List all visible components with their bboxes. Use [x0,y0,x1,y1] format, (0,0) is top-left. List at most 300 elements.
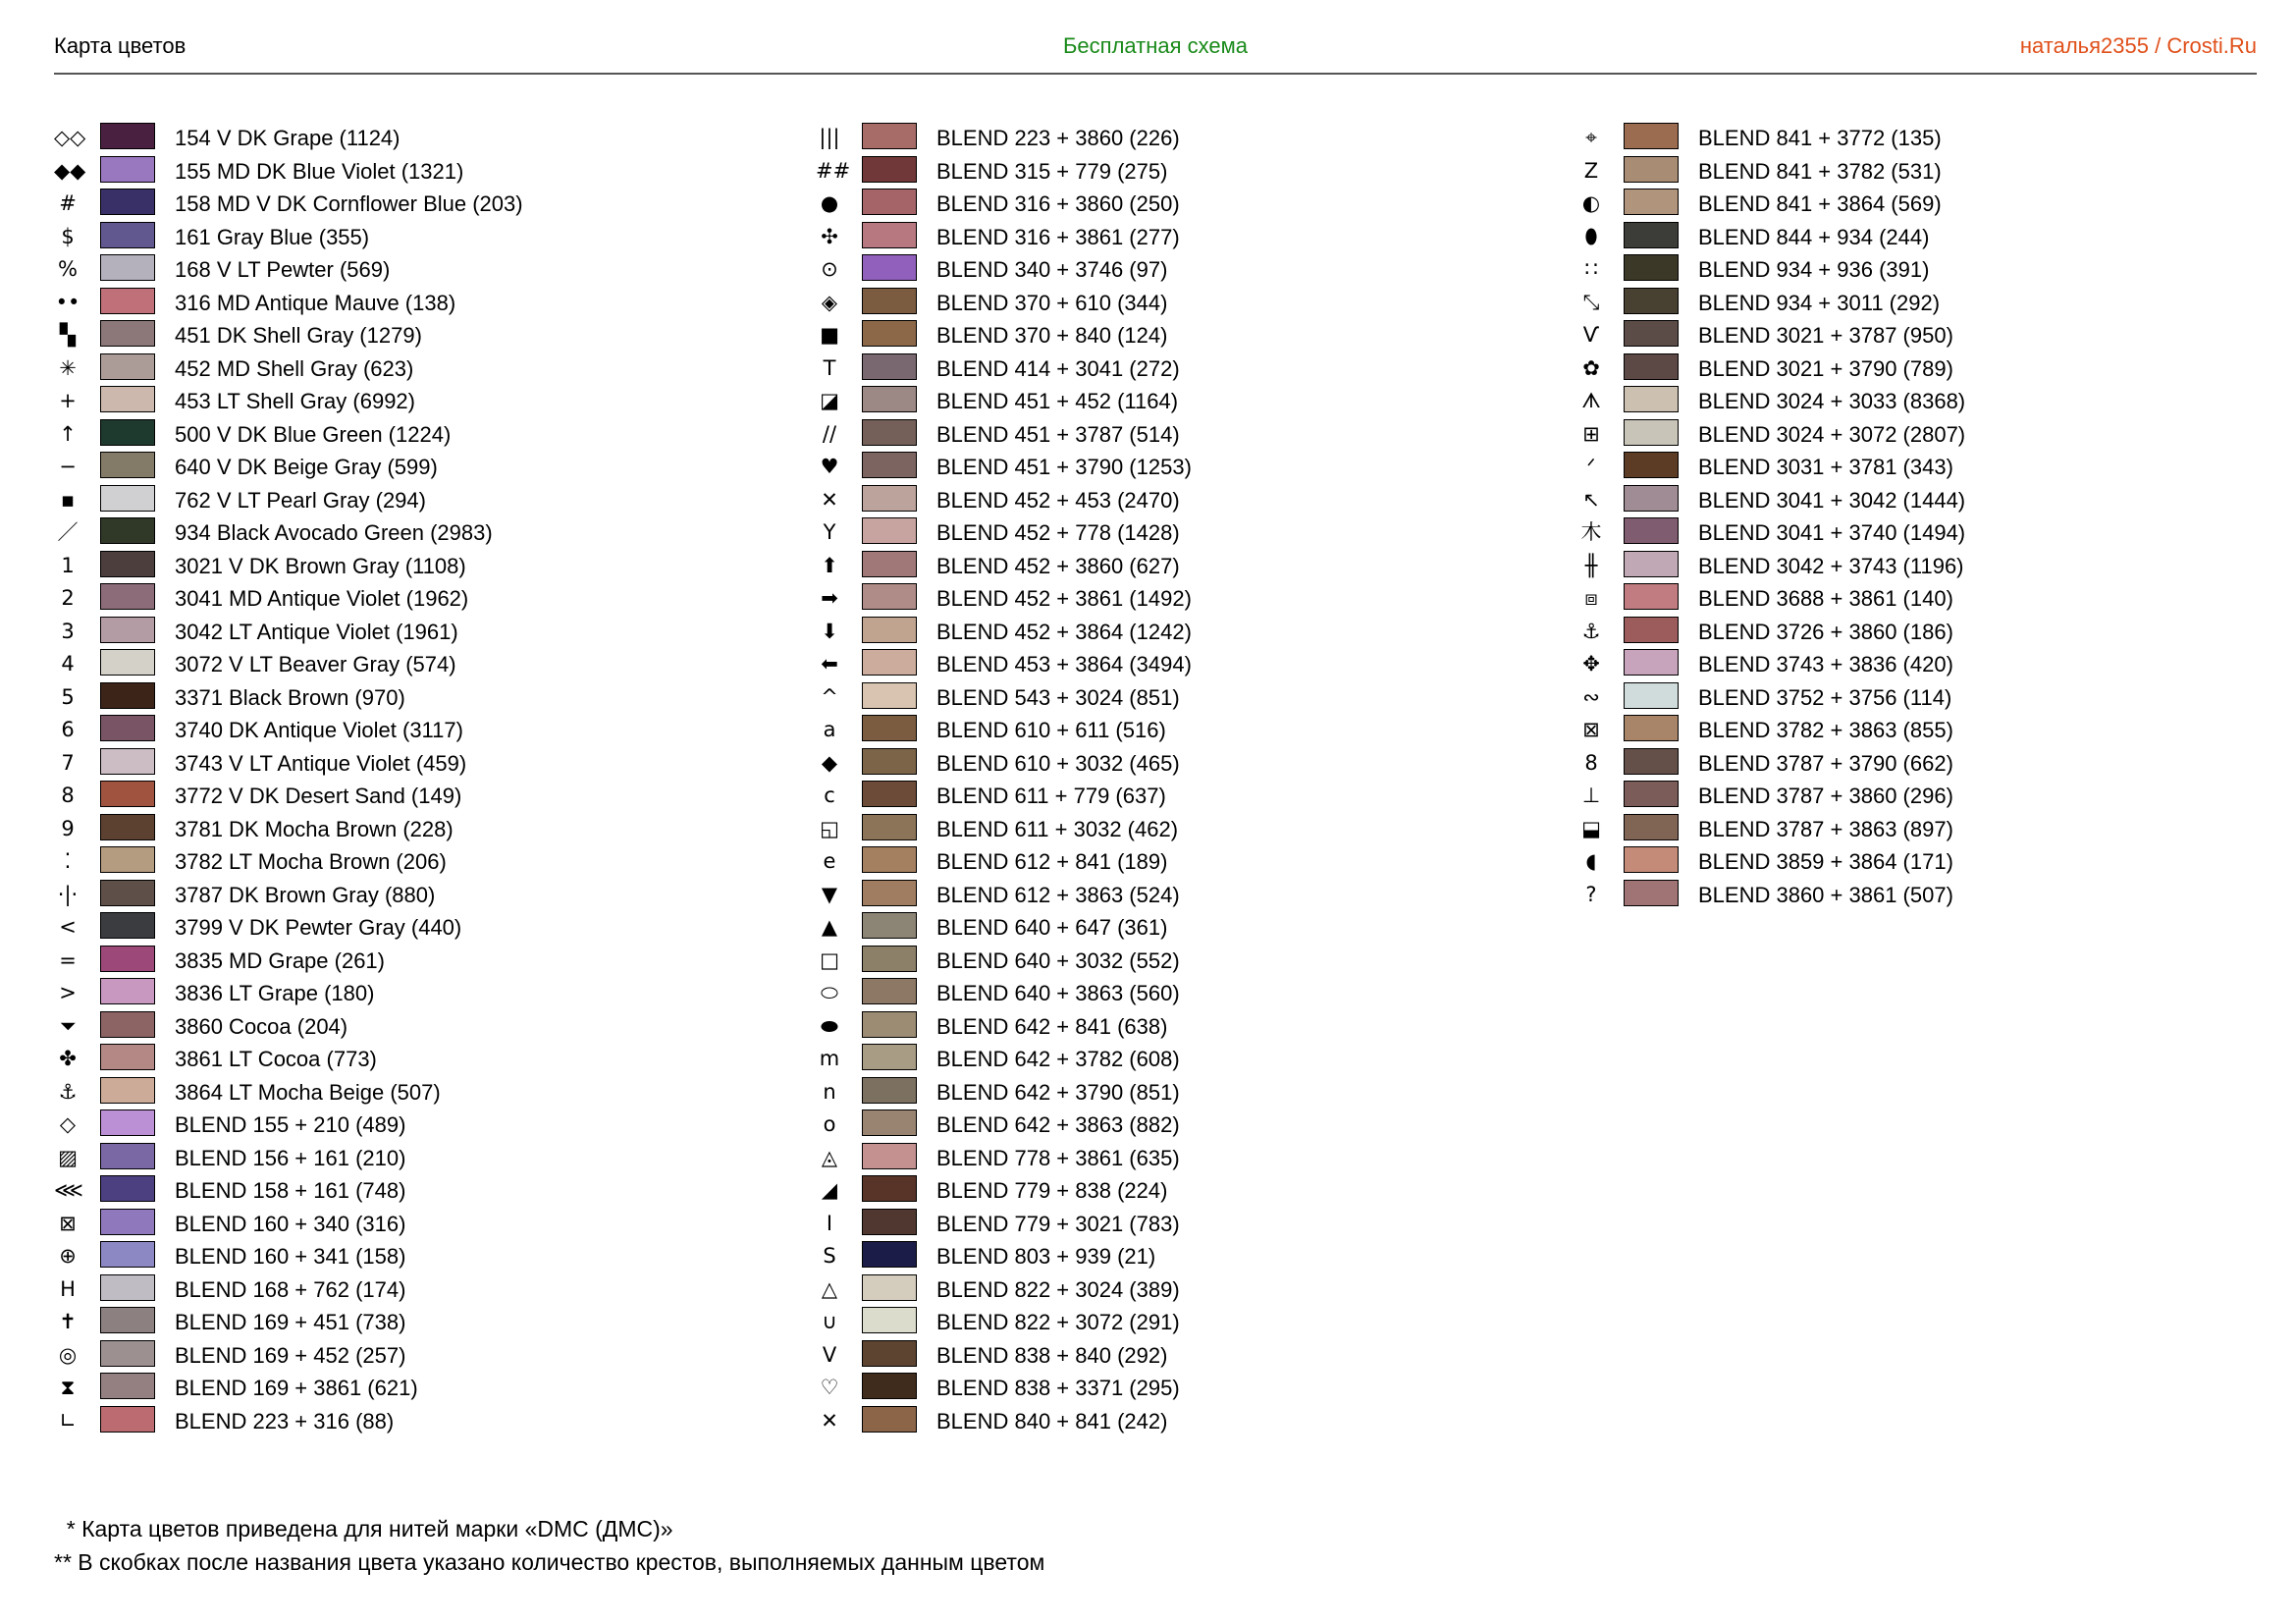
color-label: BLEND 316 + 3860 (250) [936,191,1180,216]
stitch-symbol-icon: Z [1583,158,1599,183]
stitch-symbol-icon: ◢ [821,1178,838,1202]
stitch-symbol-icon: 1 [61,553,75,577]
color-label: BLEND 155 + 210 (489) [175,1112,406,1137]
color-swatch [100,517,155,544]
stitch-symbol-icon: 7 [61,750,75,775]
stitch-symbol-icon: % [58,257,78,281]
stitch-symbol-icon: ⬭ [821,981,838,1004]
color-swatch [862,288,917,314]
color-label: BLEND 612 + 841 (189) [936,849,1168,874]
color-swatch [100,288,155,314]
stitch-symbol-icon: Y [823,520,836,544]
color-label: 3799 V DK Pewter Gray (440) [175,915,462,940]
stitch-symbol-icon: ● [820,191,839,215]
color-label: BLEND 453 + 3864 (3494) [936,652,1192,676]
color-label: BLEND 934 + 3011 (292) [1698,290,1941,315]
color-label: 154 V DK Grape (1124) [175,126,400,150]
color-label: BLEND 822 + 3072 (291) [936,1310,1180,1334]
color-swatch [1624,846,1679,873]
color-swatch [862,1109,917,1136]
stitch-symbol-icon: m [819,1047,840,1070]
color-label: BLEND 3743 + 3836 (420) [1698,652,1953,676]
stitch-symbol-icon: ⬬ [821,1013,838,1038]
stitch-symbol-icon: T [823,355,836,380]
color-swatch [1624,617,1679,643]
color-swatch [862,123,917,149]
color-swatch [1624,880,1679,906]
color-swatch [862,386,917,412]
color-swatch [1624,353,1679,380]
stitch-symbol-icon: 6 [61,718,75,741]
color-label: BLEND 370 + 610 (344) [936,290,1168,315]
stitch-symbol-icon: □ [820,947,839,972]
stitch-symbol-icon: 2 [61,586,75,610]
stitch-symbol-icon: ♡ [820,1376,839,1399]
color-label: BLEND 3752 + 3756 (114) [1698,684,1952,710]
stitch-symbol-icon: ◱ [820,816,839,840]
color-swatch [862,617,917,643]
stitch-symbol-icon: ↑ [59,421,77,446]
color-swatch [862,254,917,281]
color-swatch [862,222,917,248]
stitch-symbol-icon: ✣ [821,224,838,248]
stitch-symbol-icon: ∪ [822,1310,837,1333]
color-label: BLEND 640 + 3032 (552) [936,947,1180,973]
stitch-symbol-icon: ⁚ [64,849,72,873]
color-swatch [1624,254,1679,281]
color-swatch [1624,485,1679,512]
color-swatch [862,189,917,215]
stitch-symbol-icon: V [822,1342,837,1367]
color-label: BLEND 543 + 3024 (851) [936,684,1180,710]
color-swatch [100,485,155,512]
color-label: BLEND 3782 + 3863 (855) [1698,718,1953,742]
color-label: BLEND 640 + 647 (361) [936,915,1168,940]
color-swatch [862,1340,917,1367]
color-swatch [1624,156,1679,183]
stitch-symbol-icon: c [824,784,835,807]
color-swatch [1624,123,1679,149]
color-swatch [100,682,155,709]
color-label: 453 LT Shell Gray (6992) [175,389,415,413]
stitch-symbol-icon: n [823,1079,836,1104]
color-swatch [862,781,917,807]
color-label: 451 DK Shell Gray (1279) [175,323,422,348]
color-label: BLEND 642 + 3790 (851) [936,1079,1180,1105]
color-label: BLEND 640 + 3863 (560) [936,981,1180,1005]
color-label: BLEND 838 + 840 (292) [936,1342,1168,1368]
stitch-symbol-icon: // [822,421,837,446]
color-label: BLEND 3041 + 3740 (1494) [1698,520,1966,545]
stitch-symbol-icon: ⏷ [59,1013,77,1038]
color-swatch [100,1143,155,1169]
stitch-symbol-icon: ◬ [821,1145,838,1169]
color-label: BLEND 610 + 611 (516) [936,718,1166,742]
stitch-symbol-icon: 木 [1580,520,1602,544]
stitch-symbol-icon: ⊞ [1582,421,1600,446]
color-swatch [1624,781,1679,807]
color-label: 762 V LT Pearl Gray (294) [175,487,426,513]
color-swatch [100,1274,155,1301]
color-label: 3041 MD Antique Violet (1962) [175,586,469,611]
color-swatch [100,649,155,676]
color-label: BLEND 160 + 340 (316) [175,1211,406,1236]
stitch-symbol-icon: ⊥ [1581,784,1601,807]
color-swatch [100,814,155,840]
color-swatch [100,846,155,873]
color-label: BLEND 3041 + 3042 (1444) [1698,487,1966,513]
color-label: 640 V DK Beige Gray (599) [175,455,438,479]
stitch-symbol-icon: ◪ [820,389,839,412]
color-swatch [100,617,155,643]
stitch-symbol-icon: ✝ [59,1310,77,1333]
color-swatch [100,1011,155,1038]
stitch-symbol-icon: ▼ [821,882,838,906]
stitch-symbol-icon: H [60,1276,76,1301]
stitch-symbol-icon: ◈ [821,290,838,314]
color-label: BLEND 452 + 3864 (1242) [936,619,1192,644]
color-swatch [862,1077,917,1104]
color-label: BLEND 822 + 3024 (389) [936,1276,1180,1302]
color-label: BLEND 840 + 841 (242) [936,1408,1168,1434]
color-swatch [1624,814,1679,840]
color-swatch [862,1044,917,1070]
stitch-symbol-icon: ♥ [820,455,839,478]
stitch-symbol-icon: Ѵ [1582,323,1600,347]
color-swatch [100,123,155,149]
color-swatch [1624,748,1679,775]
stitch-symbol-icon: e [823,849,836,873]
stitch-symbol-icon: ᗑ [1581,389,1601,412]
color-swatch [862,682,917,709]
stitch-symbol-icon: S [823,1244,836,1268]
color-label: 3772 V DK Desert Sand (149) [175,784,462,808]
stitch-symbol-icon: ||| [819,126,840,149]
stitch-symbol-icon: ◇◇ [54,126,86,149]
stitch-symbol-icon: ◐ [1581,191,1601,215]
color-label: BLEND 158 + 161 (748) [175,1178,406,1203]
stitch-symbol-icon: ∷ [1584,257,1598,281]
color-label: BLEND 779 + 838 (224) [936,1178,1168,1203]
color-label: BLEND 841 + 3782 (531) [1698,158,1942,184]
color-swatch [100,1307,155,1333]
color-swatch [100,1373,155,1399]
stitch-symbol-icon: ▚ [59,323,77,347]
color-swatch [862,583,917,610]
color-swatch [862,846,917,873]
stitch-symbol-icon: ◖ [1585,849,1597,873]
stitch-symbol-icon: 5 [61,684,75,709]
color-label: BLEND 841 + 3772 (135) [1698,126,1942,150]
color-label: 158 MD V DK Cornflower Blue (203) [175,191,523,216]
color-swatch [862,715,917,741]
color-swatch [862,419,917,446]
stitch-symbol-icon: 9 [61,816,75,840]
color-swatch [100,715,155,741]
color-swatch [100,583,155,610]
color-label: BLEND 223 + 316 (88) [175,1408,395,1434]
stitch-symbol-icon: ·|· [57,882,79,906]
color-label: 3021 V DK Brown Gray (1108) [175,553,466,578]
color-label: 3781 DK Mocha Brown (228) [175,816,454,841]
color-label: 3861 LT Cocoa (773) [175,1047,377,1071]
color-swatch [1624,517,1679,544]
color-swatch [862,1307,917,1333]
color-label: 155 MD DK Blue Violet (1321) [175,158,464,184]
color-label: 3860 Cocoa (204) [175,1013,348,1039]
stitch-symbol-icon: ⬇ [821,619,838,643]
stitch-symbol-icon: ^ [821,684,838,709]
color-label: BLEND 3787 + 3863 (897) [1698,816,1953,841]
color-label: BLEND 160 + 341 (158) [175,1244,406,1269]
color-swatch [100,1406,155,1433]
color-swatch [100,880,155,906]
stitch-symbol-icon: ▪ [60,487,76,512]
page-title: Карта цветов [54,33,187,58]
color-label: BLEND 315 + 779 (275) [936,158,1168,184]
color-swatch [862,1274,917,1301]
footnote-2: ** В скобках после названия цвета указано количество крестов, выполняемых данным цветом [54,1549,1045,1575]
stitch-symbol-icon: ⌖ [1585,126,1597,149]
color-label: 3743 V LT Antique Violet (459) [175,750,467,776]
color-label: BLEND 3024 + 3033 (8368) [1698,389,1966,413]
color-swatch [862,748,917,775]
stitch-symbol-icon: ✳ [59,355,77,380]
stitch-symbol-icon: ⧗ [60,1376,76,1399]
color-label: BLEND 612 + 3863 (524) [936,882,1180,907]
color-swatch [100,1340,155,1367]
stitch-symbol-icon: ⚓ [58,1079,78,1104]
color-label: BLEND 642 + 841 (638) [936,1013,1168,1039]
color-swatch [1624,288,1679,314]
stitch-symbol-icon: ## [816,158,851,183]
color-swatch [862,1241,917,1268]
color-swatch [100,551,155,577]
stitch-symbol-icon: ✤ [59,1047,77,1070]
color-label: BLEND 3031 + 3781 (343) [1698,455,1953,479]
color-label: 3072 V LT Beaver Gray (574) [175,652,456,676]
stitch-symbol-icon: 8 [1584,750,1598,775]
color-swatch [862,1406,917,1433]
color-swatch [100,353,155,380]
stitch-symbol-icon: ▨ [58,1145,78,1169]
stitch-symbol-icon: ↖ [1582,487,1600,512]
color-label: BLEND 642 + 3863 (882) [936,1112,1180,1137]
color-swatch [862,1373,917,1399]
stitch-symbol-icon: ◎ [58,1342,78,1367]
stitch-symbol-icon: ✥ [1582,652,1600,676]
color-label: 3864 LT Mocha Beige (507) [175,1079,441,1105]
color-label: BLEND 168 + 762 (174) [175,1276,406,1302]
color-label: 3787 DK Brown Gray (880) [175,882,436,907]
stitch-symbol-icon: = [59,947,77,972]
color-swatch [100,1241,155,1268]
color-label: BLEND 370 + 840 (124) [936,323,1168,348]
color-swatch [1624,649,1679,676]
stitch-symbol-icon: ╫ [1584,553,1598,577]
color-label: BLEND 3726 + 3860 (186) [1698,619,1953,644]
color-swatch [1624,386,1679,412]
color-label: BLEND 803 + 939 (21) [936,1244,1156,1269]
stitch-symbol-icon: ▲ [821,915,838,939]
color-label: 161 Gray Blue (355) [175,224,370,249]
color-label: 452 MD Shell Gray (623) [175,355,414,381]
stitch-symbol-icon: ◆◆ [54,158,86,183]
header-subtitle: Бесплатная схема [1062,33,1248,58]
stitch-symbol-icon: I [826,1211,833,1235]
color-label: BLEND 3787 + 3790 (662) [1698,750,1953,776]
stitch-symbol-icon: ⬮ [1584,224,1598,248]
color-label: 500 V DK Blue Green (1224) [175,421,452,447]
stitch-symbol-icon: ᐟ [1586,455,1596,478]
color-swatch [100,156,155,183]
color-swatch [1624,583,1679,610]
stitch-symbol-icon: △ [821,1276,838,1301]
color-label: BLEND 642 + 3782 (608) [936,1047,1180,1071]
color-label: BLEND 841 + 3864 (569) [1698,191,1942,216]
color-label: BLEND 3024 + 3072 (2807) [1698,421,1966,447]
color-label: BLEND 451 + 452 (1164) [936,389,1179,413]
stitch-symbol-icon: ■ [820,323,839,347]
color-label: BLEND 611 + 3032 (462) [936,816,1179,841]
color-label: BLEND 452 + 3861 (1492) [936,586,1192,611]
stitch-symbol-icon: # [59,191,77,215]
color-swatch [862,452,917,478]
color-swatch [862,978,917,1004]
color-swatch [862,1143,917,1169]
stitch-symbol-icon: ◆ [821,750,838,775]
color-swatch [100,978,155,1004]
stitch-symbol-icon: ✕ [821,487,838,512]
color-swatch [862,649,917,676]
color-label: BLEND 452 + 3860 (627) [936,553,1180,578]
stitch-symbol-icon: 3 [61,619,75,643]
color-label: BLEND 452 + 778 (1428) [936,520,1180,545]
color-label: BLEND 316 + 3861 (277) [936,224,1180,249]
color-swatch [100,1175,155,1202]
color-swatch [862,912,917,939]
stitch-symbol-icon: ⋘ [54,1178,83,1202]
stitch-symbol-icon: ∟ [59,1408,77,1433]
color-swatch [100,912,155,939]
color-label: BLEND 844 + 934 (244) [1698,224,1930,249]
color-swatch [100,419,155,446]
color-label: BLEND 3859 + 3864 (171) [1698,849,1953,874]
color-label: BLEND 414 + 3041 (272) [936,355,1180,381]
stitch-symbol-icon: ⊠ [59,1211,77,1235]
color-label: 168 V LT Pewter (569) [175,257,391,282]
color-swatch [1624,682,1679,709]
stitch-symbol-icon: $ [61,224,75,248]
color-label: 934 Black Avocado Green (2983) [175,520,493,545]
stitch-symbol-icon: ✿ [1582,355,1600,380]
color-swatch [862,1175,917,1202]
color-label: 3371 Black Brown (970) [175,684,405,710]
stitch-symbol-icon: ⚓ [1581,619,1601,643]
stitch-symbol-icon: •• [55,290,80,314]
color-label: BLEND 934 + 936 (391) [1698,257,1930,282]
stitch-symbol-icon: ／ [57,520,79,544]
footnotes [54,1512,1044,1579]
color-swatch [100,1109,155,1136]
stitch-symbol-icon: ⊠ [1582,718,1600,741]
color-label: BLEND 169 + 451 (738) [175,1310,406,1334]
color-swatch [100,222,155,248]
page-header [54,29,2257,75]
color-label: BLEND 3688 + 3861 (140) [1698,586,1953,611]
color-swatch [100,748,155,775]
color-swatch [100,386,155,412]
color-label: BLEND 3860 + 3861 (507) [1698,882,1953,907]
stitch-symbol-icon: ∾ [1582,684,1600,709]
stitch-symbol-icon: ⊕ [59,1244,77,1268]
stitch-symbol-icon: ➡ [821,586,838,610]
color-swatch [1624,189,1679,215]
stitch-symbol-icon: ⤡ [1582,290,1600,314]
color-swatch [862,156,917,183]
color-label: 316 MD Antique Mauve (138) [175,290,456,315]
color-label: BLEND 3021 + 3787 (950) [1698,323,1953,348]
color-label: BLEND 3021 + 3790 (789) [1698,355,1953,381]
stitch-symbol-icon: + [59,389,77,412]
color-swatch [100,781,155,807]
color-swatch [1624,551,1679,577]
color-label: BLEND 169 + 3861 (621) [175,1376,418,1400]
stitch-symbol-icon: ◇ [59,1112,77,1136]
stitch-symbol-icon: < [59,915,77,939]
color-swatch [100,1209,155,1235]
color-swatch [862,1011,917,1038]
color-label: BLEND 223 + 3860 (226) [936,126,1180,150]
color-swatch [1624,222,1679,248]
color-swatch [862,814,917,840]
stitch-symbol-icon: a [823,718,836,741]
color-swatch [100,1044,155,1070]
color-label: BLEND 610 + 3032 (465) [936,750,1180,776]
stitch-symbol-icon: ⧈ [1584,586,1598,610]
stitch-symbol-icon: ⊙ [821,257,838,281]
stitch-symbol-icon: > [59,981,77,1004]
color-label: BLEND 452 + 453 (2470) [936,487,1180,513]
color-label: 3042 LT Antique Violet (1961) [175,619,458,644]
color-label: 3740 DK Antique Violet (3117) [175,718,463,742]
color-swatch [100,452,155,478]
color-swatch [862,485,917,512]
stitch-symbol-icon: ✕ [821,1408,838,1433]
color-label: BLEND 778 + 3861 (635) [936,1145,1180,1170]
color-swatch [1624,419,1679,446]
color-swatch [862,880,917,906]
color-label: BLEND 156 + 161 (210) [175,1145,406,1170]
stitch-symbol-icon: o [823,1112,836,1136]
color-label: BLEND 611 + 779 (637) [936,784,1166,808]
author-link[interactable]: наталья2355 / Crosti.Ru [2019,33,2257,58]
color-swatch [862,517,917,544]
color-swatch [100,946,155,972]
color-swatch [862,1209,917,1235]
color-swatch [862,320,917,347]
color-label: BLEND 451 + 3787 (514) [936,421,1180,447]
color-swatch [1624,320,1679,347]
color-label: BLEND 169 + 452 (257) [175,1342,406,1368]
stitch-symbol-icon: ⬆ [821,553,838,577]
color-label: BLEND 3042 + 3743 (1196) [1698,553,1964,578]
color-swatch [1624,452,1679,478]
stitch-symbol-icon: 8 [61,784,75,807]
color-swatch [100,189,155,215]
color-swatch [100,320,155,347]
color-label: BLEND 3787 + 3860 (296) [1698,784,1953,808]
